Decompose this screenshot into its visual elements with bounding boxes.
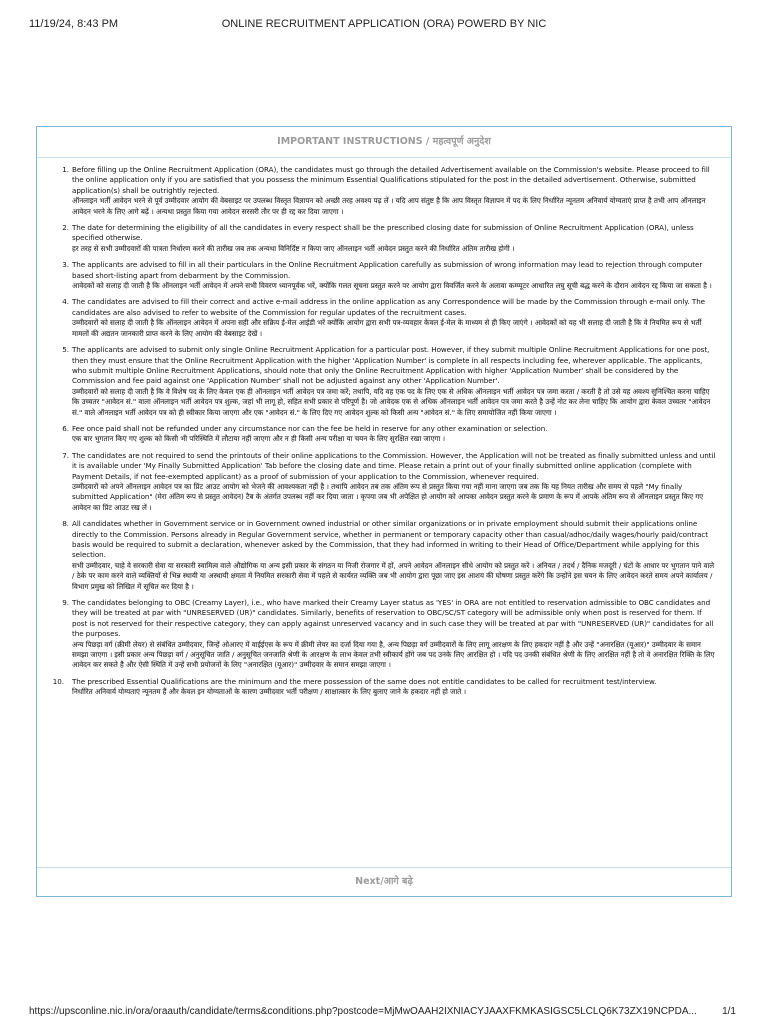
instruction-number: 1. xyxy=(62,165,69,174)
print-datetime: 11/19/24, 8:43 PM xyxy=(29,18,119,30)
print-footer xyxy=(0,1006,768,1024)
print-header xyxy=(0,0,768,30)
instruction-text-hi: उम्मीदवारों को सलाह दी जाती है कि वे विशेष पद के लिए केवल एक ही ऑनलाइन भर्ती आवेदन पत्र जमा करें; तथापि, यदि वह एक पद के लिए एक से अधिक ऑनलाइन भर्ती आवेदन पत्र जमा करता / करती है तो उसे यह अवश्य सुनिश्चित करना चाहिए कि उच्चतर "आवेदन सं." वाला ऑनलाइन भर्ती आवेदन पत्र शुल्क, जहां भी लागू हो, सहित सभी प्रकार से परिपूर्ण है। जो आवेदक एक से अधिक ऑनलाइन भर्ती आवेदन पत्र जमा करते है उन्हें नोट कर लेना चाहिए कि आयोग द्वारा केवल उच्चतर "आवेदन सं." वाले ऑनलाइन भर्ती आवेदन पत्र को ही स्वीकार किया जाएगा और एक "आवेदन सं." के लिए दिए गए आवेदन शुल्क को किसी अन्य "आवेदन सं." के लिए समायोजित नहीं किया जाएगा । xyxy=(72,386,711,417)
instruction-number: 6. xyxy=(62,423,69,433)
instruction-text-en: The candidates belonging to OBC (Creamy Layer), i.e., who have marked their Creamy Layer status as 'YES' in ORA are not entitled to reservation admissible to OBC candidates and they will be treated at par with "UNRESERVED (UR)" candidates. Similarly, benefits of reservation to OBC/SC/ST category will be admissible only when post is reserved for them. If post is not reserved for their respective category, they can apply against unreserved vacancy and in such case they will be treated at par with "UNRESERVED (UR)" candidates for all the purposes. xyxy=(72,598,714,639)
instructions-list xyxy=(37,158,731,698)
instruction-text-hi: निर्धारित अनिवार्य योग्यताएं न्यूनतम हैं और केवल इन योग्यताओं के कारण उम्मीदवार भर्ती परीक्षण / साक्षात्कार के लिए बुलाए जाने के हकदार नहीं हो जाते । xyxy=(72,687,467,697)
instruction-text-hi: सभी उम्मीदवार, चाहे वे सरकारी सेवा या सरकारी स्वामित्व वाले औद्योगिक या अन्य इसी प्रकार के संगठन या निजी रोजगार में हों, अपने आवेदन ऑनलाइन सीधे आयोग को प्रस्तुत करें । अनियत / तदर्थ / दैनिक मजदूरी / घंटों के आधार पर भुगतान पाने वाले / ठेके पर काम करने वाले व्यक्तियों से भिन्न स्थायी या अस्थायी क्षमता में नियमित सरकारी सेवा में पहले से कार्यरत व्यक्ति जब भी आयोग द्वारा पूछा जाए इस आशय की घोषणा प्रस्तुत करेंगे कि उन्होंने इस चयन के लिए आवेदन करते समय अपने कार्यालय / विभाग प्रमुख को लिखित में सूचित कर दिया है । xyxy=(72,560,715,591)
print-page-title: ONLINE RECRUITMENT APPLICATION (ORA) POWERD BY NIC xyxy=(221,18,547,30)
instruction-item xyxy=(52,676,717,698)
instruction-text-hi: आवेदकों को सलाह दी जाती है कि ऑनलाइन भर्ती आवेदन में अपने सभी विवरण ध्यानपूर्वक भरें, क्योंकि गलत सूचना प्रस्तुत करने पर आयोग द्वारा विवर्जित करने के अलावा कम्प्यूटर आधारित लघु सूची बद्ध करने के दौरान आवेदन रद्द किया जा सकता है । xyxy=(72,281,712,291)
instruction-text-en: The candidates are advised to fill their correct and active e-mail address in the online application as any Correspondence will be made by the Commission through e-mail only. The candidates are also advised to refer to website of the Commission for regular updates of the recruitment cases. xyxy=(72,297,706,317)
instruction-text-hi: अन्य पिछड़ा वर्ग (क्रीमी लेयर) से संबंधित उम्मीदवार, जिन्हें ओआरए में वाईईएस के रूप में क्रीमी लेयर का दर्जा दिया गया है, अन्य पिछड़ा वर्ग उम्मीदवारों के लिए लागू आरक्षण के लिए हकदार नहीं है और उन्हें "अनारक्षित (यूआर)" उम्मीदवार के समान समझा जाएगा । इसी प्रकार अन्य पिछड़ा वर्ग / अनुसूचित जाति / अनुसूचित जनजाति श्रेणी के आरक्षण के लाभ केवल तभी स्वीकार्य होंगे जब पद उनके लिए आरक्षित हो । यदि पद उनकी संबंधित श्रेणी के लिए आरक्षित नहीं है तो वे अनारक्षित रिक्ति के लिए आवेदन कर सकते है और ऐसी स्थिति में उन्हें सभी प्रयोजनों के लिए "अनारक्षित (यूआर)" उम्मीदवार के समान समझा जाएगा । xyxy=(72,639,715,670)
instruction-number: 3. xyxy=(62,260,69,270)
instruction-item xyxy=(59,260,717,291)
instruction-item xyxy=(59,165,717,217)
instruction-item xyxy=(59,519,717,592)
page-url: https://upsconline.nic.in/ora/oraauth/candidate/terms&conditions.php?postcode=MjMwOAAH2IXNIACYJAAXFKMKASIGSC5LCLQ6K73ZX19NCPDA... xyxy=(29,1006,697,1017)
instruction-item xyxy=(59,598,717,671)
page-count: 1/1 xyxy=(722,1006,736,1017)
instruction-text-en: The prescribed Essential Qualifications are the minimum and the mere possession of the same does not entitle candidates to be called for recruitment test/interview. xyxy=(72,676,657,686)
instruction-number: 9. xyxy=(62,598,69,608)
instruction-text-en: The candidates are not required to send the printouts of their online applications to the Commission. However, the Application will not be treated as finally submitted unless and until it is available under 'My Finally Submitted Application' Tab before the closing date and time. Please retain a print out of your finally submitted online application (complete with Payment Details, if not fee-exempted applicant) as a proof of submission of your application to the Commission, whenever required. xyxy=(72,450,716,481)
instruction-number: 10. xyxy=(52,676,64,686)
instruction-text-hi: ऑनलाइन भर्ती आवेदन भरने से पूर्व उम्मीदवार आयोग की वेबसाइट पर उपलब्ध विस्तृत विज्ञापन को अच्छी तरह अवश्य पढ़ लें । यदि आप संतुष्ट है कि आप विस्तृत विज्ञापन में पद के लिए निर्धारित न्यूनतम अनिवार्य योग्यताएं प्राप्त है तभी आप ऑनलाइन आवेदन भरने के लिए आगे बढ़ें । अन्यथा प्रस्तुत किया गया आवेदन सरसरी तौर पर ही रद्द कर दिया जाएगा । xyxy=(72,196,706,216)
instruction-text-hi: एक बार भुगतान किए गए शुल्क को किसी भी परिस्थिति में लौटाया नहीं जाएगा और न ही किसी अन्य परीक्षा या चयन के लिए सुरक्षित रखा जाएगा । xyxy=(72,434,446,444)
instructions-panel xyxy=(36,126,732,897)
instruction-text-hi: हर तरह से सभी उम्मीदवारों की पात्रता निर्धारण करने की तारीख जब तक अन्यथा विनिर्दिष्ट न किया जाए ऑनलाइन भर्ती आवेदन प्रस्तुत करने की निर्धारित अंतिम तारीख होगी । xyxy=(72,243,515,253)
instruction-item xyxy=(59,345,717,418)
instruction-text-hi: उम्मीदवारों को सलाह दी जाती है कि ऑनलाइन आवेदन में अपना सही और सक्रिय ई-मेल आईडी भरें क्योंकि आयोग द्वारा सभी पत्र-व्यवहार केवल ई-मेल के माध्यम से ही किए जाएंगे । आवेदकों को यह भी सलाह दी जाती है कि वे नियमित रूप से भर्ती मामलों की अद्यतन जानकारी प्राप्त करने के लिए आयोग की वेबसाइट देखें । xyxy=(72,318,702,338)
instruction-text-en: The date for determining the eligibility of all the candidates in every respect shall be the prescribed closing date for submission of Online Recruitment Application (ORA), unless specified otherwise. xyxy=(72,223,694,243)
instruction-item xyxy=(59,223,717,254)
instruction-text-en: All candidates whether in Government service or in Government owned industrial or other similar organizations or in private employment should submit their applications online directly to the Commission. Persons already in Regular Government service, whether in permanent or temporary capacity other than casual/adhoc/daily wages/hourly paid/contract basis would be required to submit a declaration, whenever asked by the Commission, that they had informed in writing to their Head of Office/Department while applying for this selection. xyxy=(72,519,709,560)
instruction-text-en: The applicants are advised to fill in all their particulars in the Online Recruitment Application carefully as submission of wrong information may lead to rejection through computer based short-listing apart from debarment by the Commission. xyxy=(72,260,703,280)
instruction-text-hi: उम्मीदवारों को अपने ऑनलाइन आवेदन पत्र का प्रिंट आउट आयोग को भेजने की आवश्यकता नहीं है । तथापि आवेदन तब तक अंतिम रूप से प्रस्तुत किया गया नहीं माना जाएगा जब तक कि यह नियत तारीख और समय से पहले "My finally submitted Application" (मेरा अंतिम रूप से प्रस्तुत आवेदन) टैब के अंतर्गत उपलब्ध नहीं कर दिया जाता । कृपया जब भी अपेक्षित हो आयोग को आपका आवेदन प्रस्तुत करने के प्रमाण के रूप में आपके अंतिम रूप से ऑनलाइन प्रस्तुत किए गए आवेदन का प्रिंट आउट रख लें । xyxy=(72,481,704,512)
instruction-text-en: Fee once paid shall not be refunded under any circumstance nor can the fee be held in reserve for any other examination or selection. xyxy=(72,423,548,433)
instruction-number: 2. xyxy=(62,223,69,233)
instruction-number: 7. xyxy=(62,450,69,460)
instruction-item xyxy=(59,451,717,513)
panel-divider xyxy=(37,867,731,868)
instruction-text-en: Before filling up the Online Recruitment Application (ORA), the candidates must go through the detailed Advertisement available on the Commission's website. Please proceed to fill the online application only if you are satisfied that you possess the minimum Essential Qualifications stipulated for the post in the detailed advertisement. Otherwise, submitted application(s) shall be outrightly rejected. xyxy=(72,165,710,195)
instruction-item xyxy=(59,424,717,445)
next-button[interactable]: Next/आगे बढ़े xyxy=(355,876,413,887)
instruction-text-en: The applicants are advised to submit only single Online Recruitment Application for a particular post. However, if they submit multiple Online Recruitment Applications for one post, then they must ensure that the Online Recruitment Application with the higher 'Application Number' is complete in all respects including fee, wherever applicable. The applicants, who submit multiple Online Recruitment Applications, should note that only the Online Recruitment Application with higher 'Application Number' shall be considered by the Commission and fee paid against one 'Application Number' shall not be adjusted against any other 'Application Number'. xyxy=(72,345,710,386)
instruction-number: 8. xyxy=(62,519,69,529)
instruction-number: 5. xyxy=(62,345,69,355)
instruction-number: 4. xyxy=(62,297,69,307)
instruction-item xyxy=(59,297,717,339)
panel-heading: IMPORTANT INSTRUCTIONS / महत्वपूर्ण अनुदेश xyxy=(37,127,731,158)
